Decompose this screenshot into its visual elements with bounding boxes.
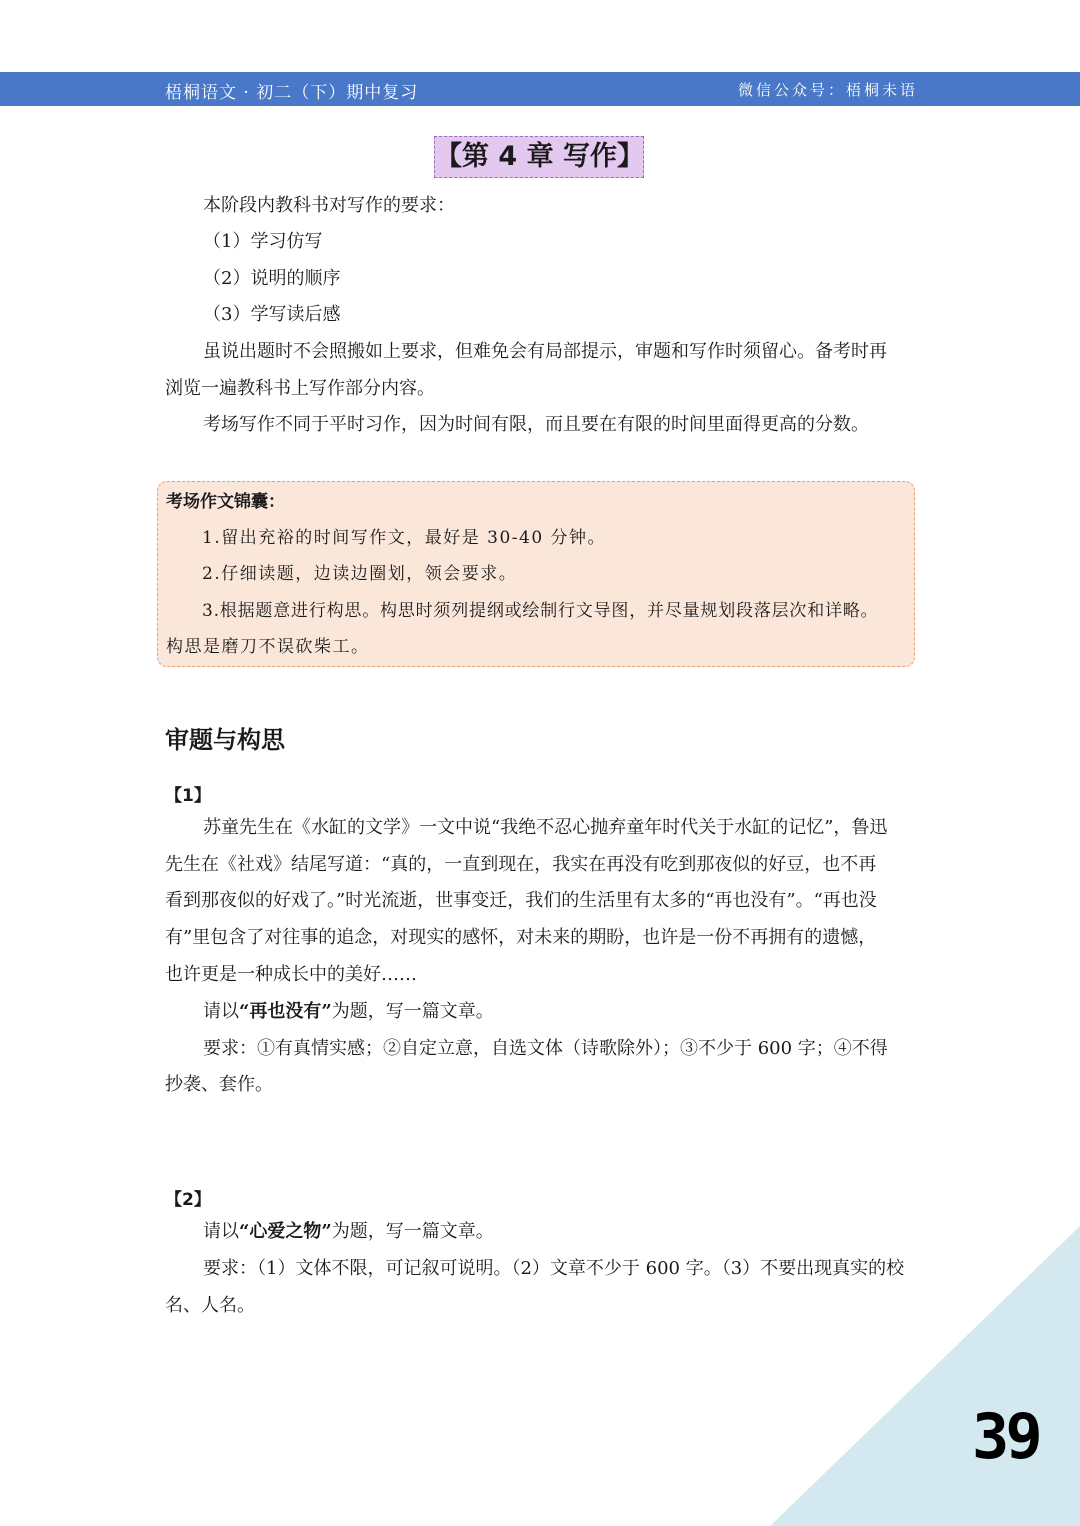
intro-lead: 本阶段内教科书对写作的要求： — [203, 195, 455, 216]
intro-item-3: （3）学写读后感 — [203, 304, 341, 325]
q2-prompt: 请以“心爱之物”为题，写一篇文章。 — [203, 1221, 494, 1242]
question-1-label: 【1】 — [165, 786, 211, 806]
header-wechat: 微信公众号：梧桐未语 — [737, 81, 918, 99]
q2-requirements-line1: 要求：（1）文体不限，可记叙可说明。（2）文章不少于 600 字。（3）不要出现真实的校 — [203, 1258, 905, 1279]
q1-text-line: 看到那夜似的好戏了。”时光流逝，世事变迁，我们的生活里有太多的“再也没有”。“再也没 — [165, 890, 877, 911]
page-number: 39 — [972, 1400, 1039, 1473]
intro-item-2: （2）说明的顺序 — [203, 268, 341, 289]
question-2-label: 【2】 — [165, 1190, 211, 1210]
header-bar — [0, 72, 1080, 106]
q1-requirements-line2: 抄袭、套作。 — [165, 1074, 273, 1095]
exam-tips-box — [157, 481, 915, 667]
q1-prompt: 请以“再也没有”为题，写一篇文章。 — [203, 1001, 494, 1022]
intro-item-1: （1）学习仿写 — [203, 231, 323, 252]
q2-prompt-title: “心爱之物” — [239, 1221, 332, 1242]
tip-3-cont: 构思是磨刀不误砍柴工。 — [166, 637, 370, 657]
q1-text-line: 有”里包含了对往事的追念，对现实的感怀，对未来的期盼，也许是一份不再拥有的遗憾， — [165, 927, 877, 948]
intro-para2: 考场写作不同于平时习作，因为时间有限，而且要在有限的时间里面得更高的分数。 — [203, 414, 869, 435]
tip-2: 2.仔细读题，边读边圈划，领会要求。 — [202, 564, 518, 584]
q1-text-line: 先生在《社戏》结尾写道：“真的，一直到现在，我实在再没有吃到那夜似的好豆，也不再 — [165, 854, 877, 875]
section-title: 审题与构思 — [165, 726, 285, 754]
q1-requirements-line1: 要求：①有真情实感；②自定立意，自选文体（诗歌除外）；③不少于 600 字；④不得 — [203, 1038, 888, 1059]
chapter-title: 【第 4 章 写作】 — [434, 136, 644, 178]
q1-text-line: 也许更是一种成长中的美好…… — [165, 964, 417, 985]
tip-1: 1.留出充裕的时间写作文，最好是 30-40 分钟。 — [202, 528, 607, 548]
q1-text-line: 苏童先生在《水缸的文学》一文中说“我绝不忍心抛弃童年时代关于水缸的记忆”，鲁迅 — [203, 817, 888, 838]
intro-para1-line2: 浏览一遍教科书上写作部分内容。 — [165, 378, 435, 399]
tips-title: 考场作文锦囊： — [166, 492, 285, 512]
q2-requirements-line2: 名、人名。 — [165, 1295, 255, 1316]
intro-para1-line1: 虽说出题时不会照搬如上要求，但难免会有局部提示，审题和写作时须留心。备考时再 — [203, 341, 887, 362]
q1-prompt-title: “再也没有” — [239, 1001, 332, 1022]
tip-3: 3.根据题意进行构思。构思时须列提纲或绘制行文导图，并尽量规划段落层次和详略。 — [202, 601, 879, 621]
header-title: 梧桐语文 · 初二（下）期中复习 — [165, 83, 419, 103]
